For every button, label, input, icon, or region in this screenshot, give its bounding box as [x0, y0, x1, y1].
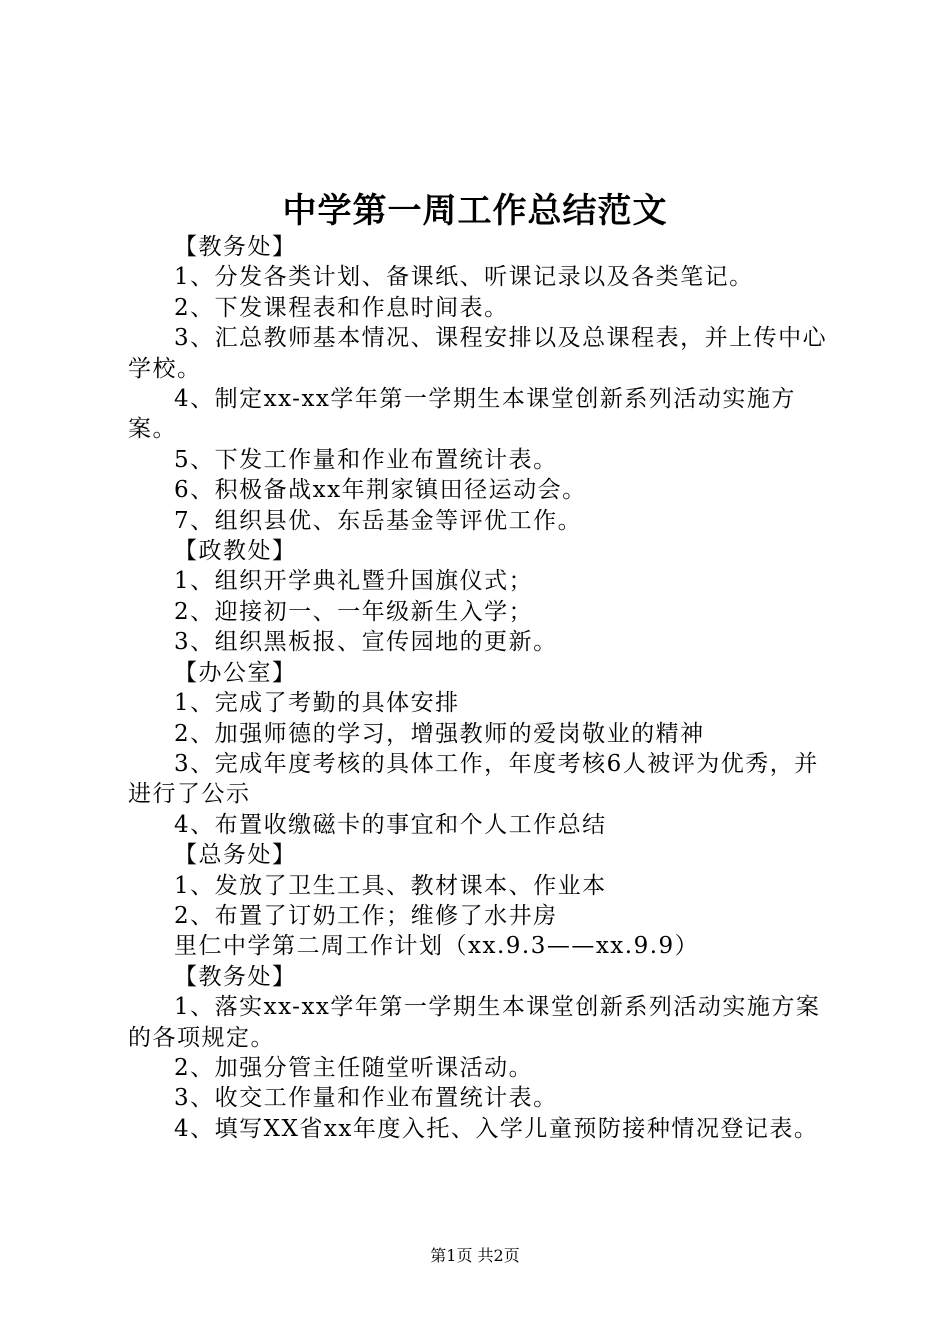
paragraph: 1、完成了考勤的具体安排	[174, 690, 460, 717]
paragraph: 1、发放了卫生工具、教材课本、作业本	[174, 872, 607, 899]
paragraph: 里仁中学第二周工作计划（xx.9.3——xx.9.9）	[174, 933, 700, 960]
paragraph: 4、布置收缴磁卡的事宜和个人工作总结	[174, 811, 607, 838]
paragraph: 【政教处】	[174, 538, 297, 565]
paragraph: 6、积极备战xx年荆家镇田径运动会。	[174, 477, 587, 504]
paragraph: 2、布置了订奶工作；维修了水井房	[174, 902, 558, 929]
document-title: 中学第一周工作总结范文	[282, 191, 668, 231]
paragraph: 2、下发课程表和作息时间表。	[174, 294, 509, 321]
paragraph: 3、完成年度考核的具体工作，年度考核6人被评为优秀，并进行了公示	[128, 750, 819, 808]
paragraph: 3、组织黑板报、宣传园地的更新。	[174, 629, 558, 656]
paragraph: 1、分发各类计划、备课纸、听课记录以及各类笔记。	[174, 264, 754, 291]
paragraph: 1、组织开学典礼暨升国旗仪式；	[174, 568, 534, 595]
document-body	[128, 232, 833, 1144]
paragraph: 2、迎接初一、一年级新生入学；	[174, 598, 534, 625]
page-footer: 第1页 共2页	[430, 1246, 520, 1265]
paragraph: 7、组织县优、东岳基金等评优工作。	[174, 507, 583, 534]
paragraph: 4、填写XX省xx年度入托、入学儿童预防接种情况登记表。	[174, 1115, 819, 1142]
paragraph: 【总务处】	[174, 842, 297, 869]
paragraph: 4、制定xx-xx学年第一学期生本课堂创新系列活动实施方案。	[128, 386, 796, 443]
paragraph: 【办公室】	[174, 659, 297, 686]
paragraph: 2、加强分管主任随堂听课活动。	[174, 1054, 534, 1081]
paragraph: 【教务处】	[174, 963, 297, 990]
paragraph: 3、汇总教师基本情况、课程安排以及总课程表，并上传中心学校。	[128, 325, 828, 382]
paragraph: 2、加强师德的学习，增强教师的爱岗敬业的精神	[174, 720, 705, 747]
paragraph: 1、落实xx-xx学年第一学期生本课堂创新系列活动实施方案的各项规定。	[128, 994, 821, 1051]
paragraph: 3、收交工作量和作业布置统计表。	[174, 1085, 558, 1112]
paragraph: 5、下发工作量和作业布置统计表。	[174, 446, 558, 473]
paragraph: 【教务处】	[174, 234, 297, 260]
